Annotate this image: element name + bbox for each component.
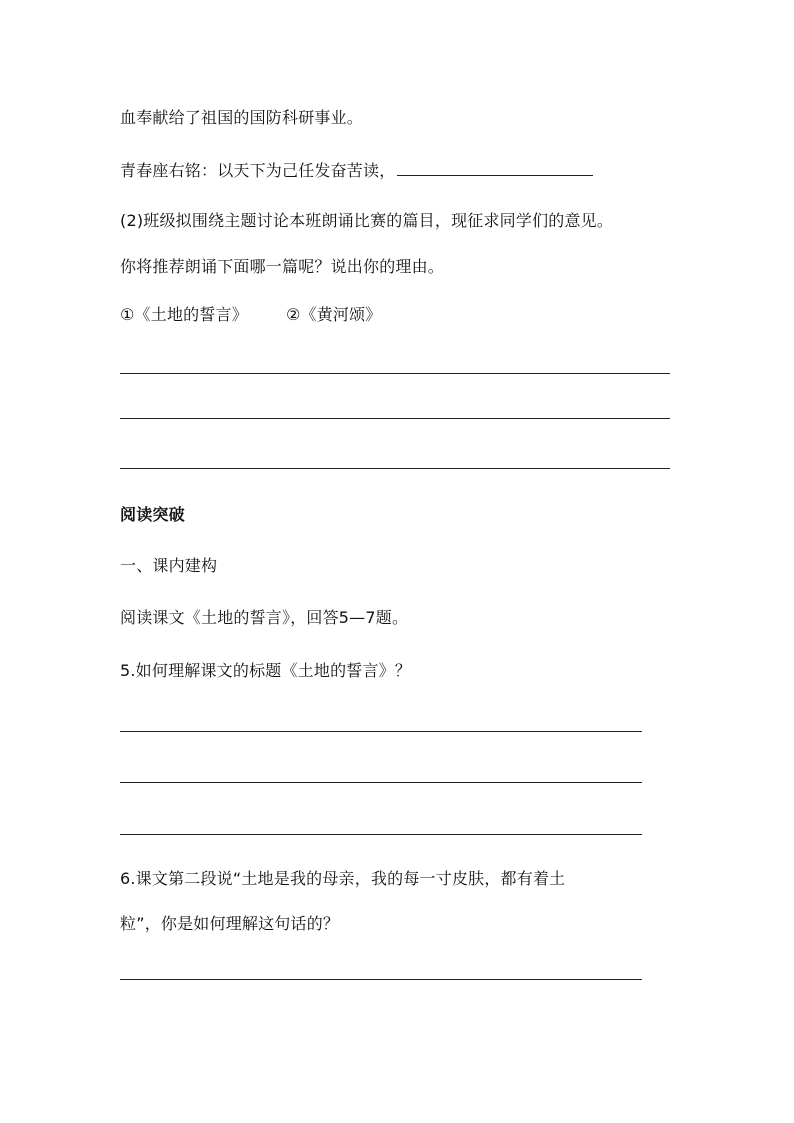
question-5: 5.如何理解课文的标题《土地的誓言》？ [120,661,412,680]
instruction-line: 阅读课文《土地的誓言》，回答5—7题。 [120,608,409,627]
text-line-1: 血奉献给了祖国的国防科研事业。 [120,108,364,127]
answer-line-q5-1[interactable] [120,731,642,732]
question-2-line-1: (2)班级拟围绕主题讨论本班朗诵比赛的篇目，现征求同学们的意见。 [120,211,614,230]
answer-line-q2-2[interactable] [120,418,670,419]
motto-prefix: 青春座右铭：以天下为己任发奋苦读， [120,161,396,180]
options-line [120,305,382,325]
option-1: ①《土地的誓言》 [120,305,248,324]
answer-line-q5-3[interactable] [120,834,642,835]
question-6-line-1: 6.课文第二段说“土地是我的母亲，我的每一寸皮肤，都有着土 [120,869,566,888]
answer-line-q2-3[interactable] [120,468,670,469]
subsection-heading: 一、课内建构 [120,556,218,575]
option-2: ②《黄河颂》 [285,305,382,324]
question-2-line-2: 你将推荐朗诵下面哪一篇呢？说出你的理由。 [120,257,445,276]
question-6-line-2: 粒”，你是如何理解这句话的？ [120,914,340,933]
answer-line-q6-1[interactable] [120,979,642,980]
answer-line-q2-1[interactable] [120,373,670,374]
answer-line-q5-2[interactable] [120,782,642,783]
section-heading: 阅读突破 [120,505,185,524]
motto-fill-blank[interactable] [397,160,593,176]
motto-line [120,160,593,181]
